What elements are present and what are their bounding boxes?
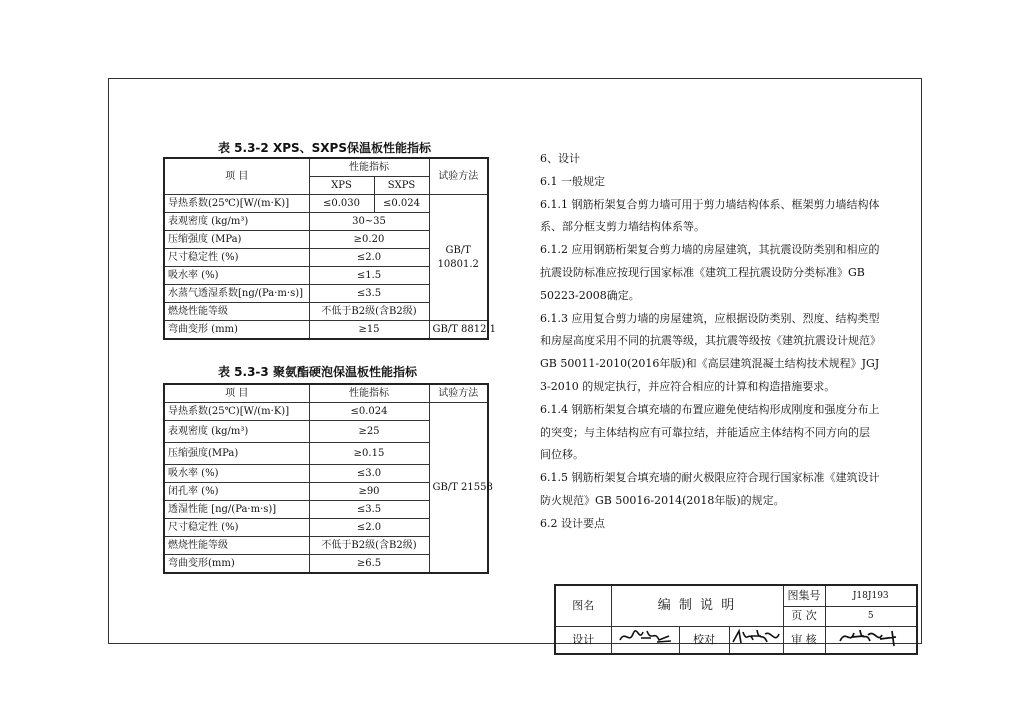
designer-signature	[611, 627, 679, 655]
yeci-label: 页 次	[783, 606, 825, 626]
row-value: ≤3.0	[309, 465, 429, 483]
row-value-xps: ≤0.030	[309, 195, 374, 213]
subsection-heading: 6.2 设计要点	[540, 516, 605, 530]
row-value-sxps: ≤0.024	[374, 195, 429, 213]
header-method: 试验方法	[429, 158, 488, 195]
paragraph-6-1-5: 6.1.5 钢筋桁架复合填充墙的耐火极限应符合现行国家标准《建筑设计防火规范》GB 50016-2014(2018年版)的规定。	[540, 471, 880, 507]
row-item: 弯曲变形(mm)	[164, 555, 309, 574]
row-item: 表观密度 (kg/m³)	[164, 213, 309, 231]
title-block	[554, 584, 918, 655]
row-method: GB/T 8812.1	[429, 321, 488, 340]
table-xps	[163, 157, 497, 340]
row-item: 吸水率 (%)	[164, 465, 309, 483]
table2-caption: 表 5.3-3 聚氨酯硬泡保温板性能指标	[218, 365, 417, 379]
subsection-heading: 6.1 一般规定	[540, 174, 605, 188]
table-pu	[163, 383, 493, 574]
paragraph-6-1-2: 6.1.2 应用钢筋桁架复合剪力墙的房屋建筑，其抗震设防类别和相应的抗震设防标准应按现行国家标准《建筑工程抗震设防分类标准》GB 50223-2008确定。	[540, 243, 880, 302]
paragraph-6-1-3: 6.1.3 应用复合剪力墙的房屋建筑，应根据设防类别、烈度、结构类型和房屋高度采用不同的抗震等级，其抗震等级按《建筑抗震设计规范》GB 50011-2010(2016年版)和《高层建筑混凝土结构技术规程》JGJ 3-2010 的规定执行，并应符合相应的计算和构造措施要求。	[540, 311, 880, 393]
paragraph-6-1-1: 6.1.1 钢筋桁架复合剪力墙可用于剪力墙结构体系、框架剪力墙结构体系、部分框支剪力墙结构体系等。	[540, 197, 880, 234]
method-cell: GB/T 10801.2	[429, 195, 488, 321]
row-item: 表观密度 (kg/m³)	[164, 421, 309, 443]
design-text	[540, 148, 880, 536]
tujihao-value: J18J193	[825, 585, 917, 606]
row-item: 压缩强度 (MPa)	[164, 231, 309, 249]
sheji-label: 设计	[555, 627, 611, 655]
header-perf: 性能指标	[309, 384, 429, 403]
row-value: 不低于B2级(含B2级)	[309, 537, 429, 555]
row-item: 压缩强度(MPa)	[164, 443, 309, 465]
table1-caption: 表 5.3-2 XPS、SXPS保温板性能指标	[218, 141, 431, 155]
row-value: ≥6.5	[309, 555, 429, 574]
header-xps: XPS	[309, 177, 374, 195]
header-perf: 性能指标	[309, 158, 429, 177]
row-item: 尺寸稳定性 (%)	[164, 519, 309, 537]
shenhe-label: 审 核	[783, 627, 825, 655]
row-value: ≥0.15	[309, 443, 429, 465]
header-item: 项 目	[164, 158, 309, 195]
row-value: 30~35	[309, 213, 429, 231]
jiaodui-label: 校对	[679, 627, 729, 655]
checker-signature	[729, 627, 783, 655]
row-item: 尺寸稳定性 (%)	[164, 249, 309, 267]
row-value: ≤1.5	[309, 267, 429, 285]
row-value: ≤2.0	[309, 249, 429, 267]
row-item: 吸水率 (%)	[164, 267, 309, 285]
row-value: ≤2.0	[309, 519, 429, 537]
header-item: 项 目	[164, 384, 309, 403]
method-cell: GB/T 21558	[429, 403, 488, 574]
row-item: 闭孔率 (%)	[164, 483, 309, 501]
yeci-value: 5	[825, 606, 917, 626]
row-value: ≤3.5	[309, 285, 429, 303]
row-item: 燃烧性能等级	[164, 303, 309, 321]
tuming-label: 图名	[555, 585, 611, 627]
row-value: ≥15	[309, 321, 429, 340]
row-value: ≥90	[309, 483, 429, 501]
row-item: 燃烧性能等级	[164, 537, 309, 555]
row-item: 导热系数(25℃)[W/(m·K)]	[164, 195, 309, 213]
row-item: 导热系数(25℃)[W/(m·K)]	[164, 403, 309, 421]
row-value: ≤3.5	[309, 501, 429, 519]
tuming-value: 编 制 说 明	[611, 585, 783, 627]
row-value: 不低于B2级(含B2级)	[309, 303, 429, 321]
header-method: 试验方法	[429, 384, 488, 403]
paragraph-6-1-4: 6.1.4 钢筋桁架复合填充墙的布置应避免使结构形成刚度和强度分布上的突变；与主体结构应有可靠拉结，并能适应主体结构不同方向的层间位移。	[540, 402, 880, 462]
row-item: 弯曲变形 (mm)	[164, 321, 309, 340]
row-item: 水蒸气透湿系数[ng/(Pa·m·s)]	[164, 285, 309, 303]
section-heading: 6、设计	[540, 152, 580, 165]
row-value: ≥25	[309, 421, 429, 443]
reviewer-signature	[825, 627, 917, 655]
row-value: ≤0.024	[309, 403, 429, 421]
row-item: 透湿性能 [ng/(Pa·m·s)]	[164, 501, 309, 519]
tujihao-label: 图集号	[783, 585, 825, 606]
row-value: ≥0.20	[309, 231, 429, 249]
header-sxps: SXPS	[374, 177, 429, 195]
